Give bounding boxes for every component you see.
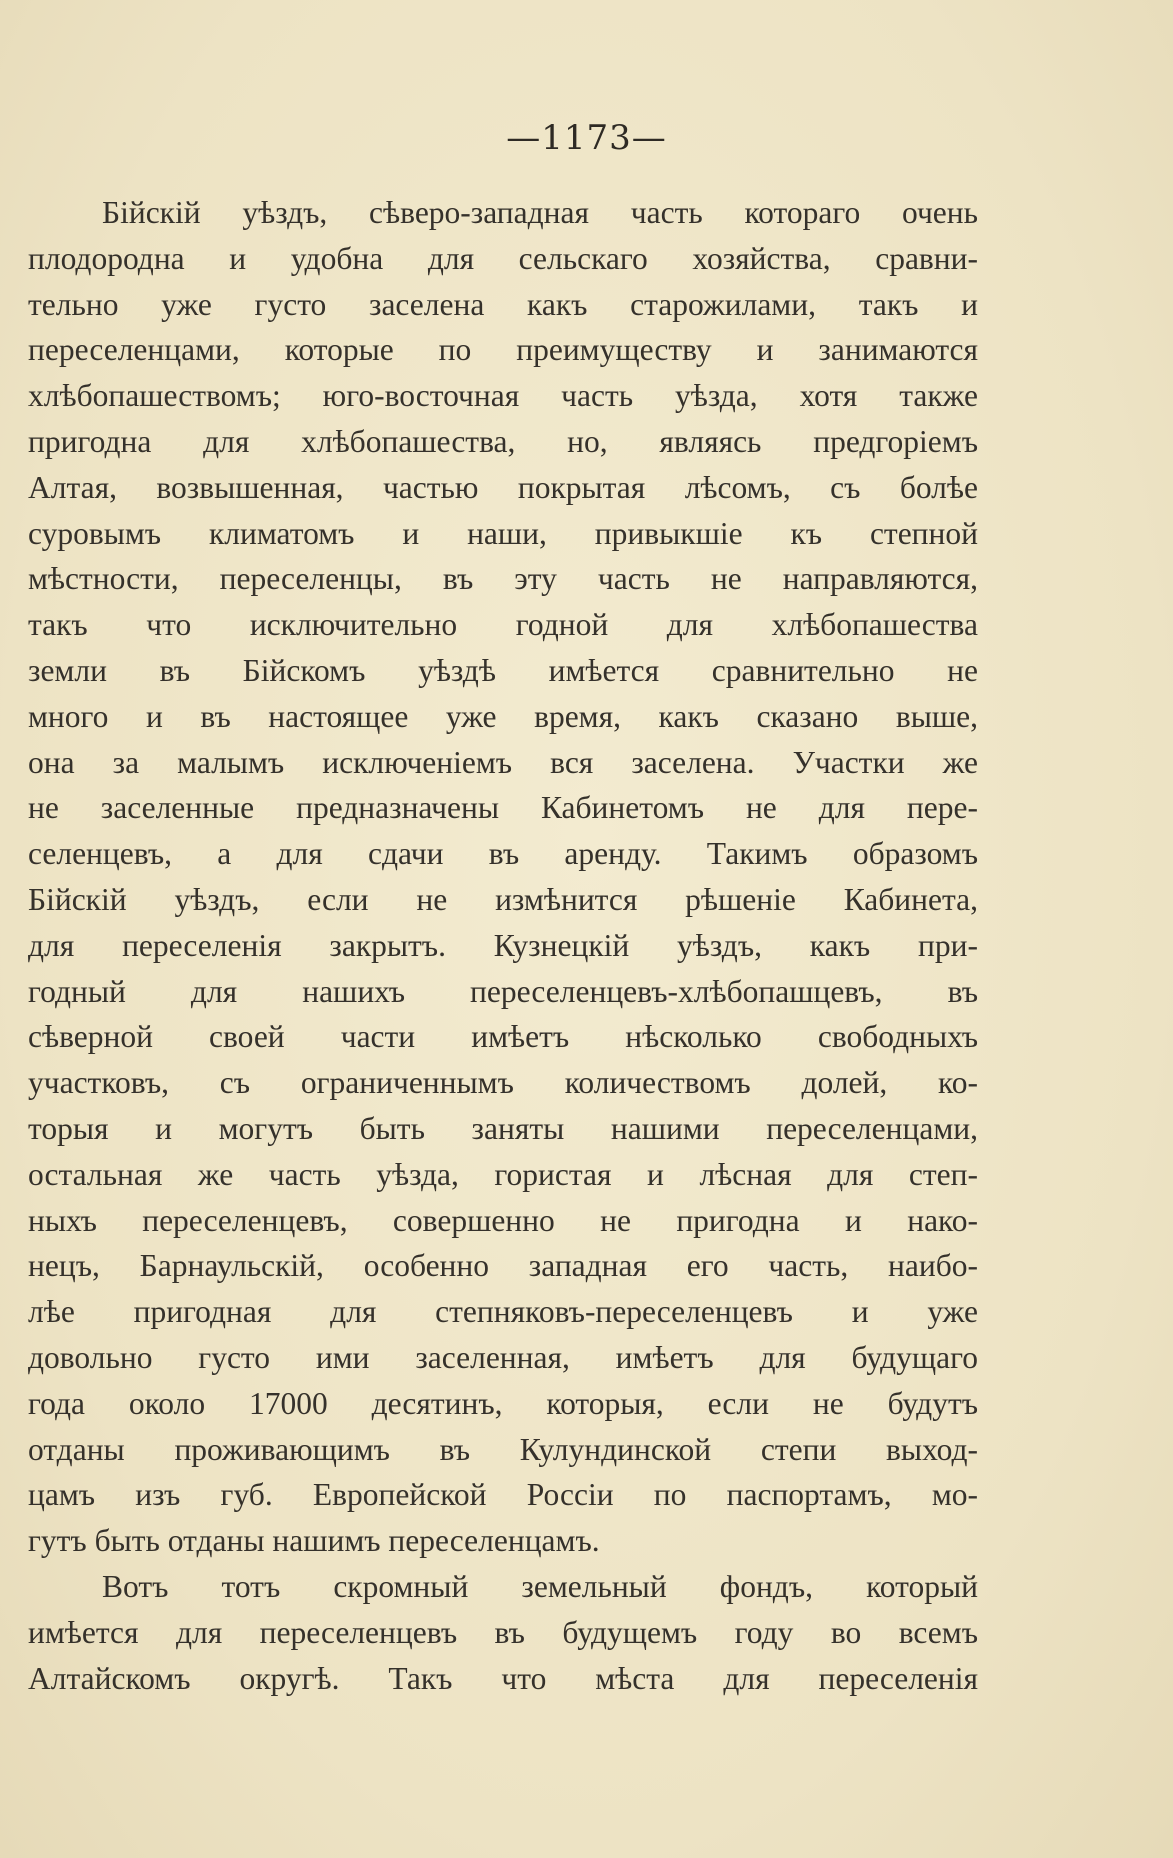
text-line: суровымъ климатомъ и наши, привыкшіе къ степной (28, 515, 978, 551)
text-line: довольно густо ими заселенная, имѣетъ для будущаго (28, 1339, 978, 1375)
text-line: участковъ, съ ограниченнымъ количествомъ долей, ко- (28, 1065, 978, 1101)
text-line: Бійскій уѣздъ, сѣверо-западная часть котораго очень (102, 195, 978, 230)
text-line: тельно уже густо заселена какъ старожилами, такъ и (28, 286, 978, 322)
text-line: торыя и могутъ быть заняты нашими переселенцами, (28, 1110, 978, 1146)
text-line: селенцевъ, а для сдачи въ аренду. Такимъ образомъ (28, 836, 978, 872)
paragraph-1 (28, 190, 978, 1564)
text-line: хлѣбопашествомъ; юго-восточная часть уѣзда, хотя также (28, 378, 978, 414)
text-line: пригодна для хлѣбопашества, но, являясь предгоріемъ (28, 423, 978, 459)
text-line: плодородна и удобна для сельскаго хозяйства, сравни- (28, 240, 978, 276)
text-line: года около 17000 десятинъ, которыя, если не будутъ (28, 1385, 978, 1421)
text-line: гутъ быть отданы нашимъ переселенцамъ. (28, 1523, 600, 1559)
text-line: сѣверной своей части имѣетъ нѣсколько свободныхъ (28, 1019, 978, 1055)
text-line: Вотъ тотъ скромный земельный фондъ, который (102, 1568, 978, 1604)
text-line: ныхъ переселенцевъ, совершенно не пригодна и нако- (28, 1202, 978, 1238)
text-line: годный для нашихъ переселенцевъ-хлѣбопашцевъ, въ (28, 973, 978, 1009)
text-line: отданы проживающимъ въ Кулундинской степи выход- (28, 1431, 978, 1467)
body-text (28, 190, 978, 1701)
paragraph-2 (28, 1564, 978, 1701)
text-line: лѣе пригодная для степняковъ-переселенцевъ и уже (28, 1294, 978, 1330)
text-line: мѣстности, переселенцы, въ эту часть не направляются, (28, 561, 978, 597)
text-line: такъ что исключительно годной для хлѣбопашества (28, 607, 978, 643)
text-line: она за малымъ исключеніемъ вся заселена. Участки же (28, 744, 978, 780)
text-line: Бійскій уѣздъ, если не измѣнится рѣшеніе Кабинета, (28, 881, 978, 917)
text-line: земли въ Бійскомъ уѣздѣ имѣется сравнительно не (28, 652, 978, 688)
text-line: остальная же часть уѣзда, гористая и лѣсная для степ- (28, 1156, 978, 1192)
text-line: цамъ изъ губ. Европейской Россіи по паспортамъ, мо- (28, 1477, 978, 1513)
text-line: много и въ настоящее уже время, какъ сказано выше, (28, 698, 978, 734)
text-line: Алтая, возвышенная, частью покрытая лѣсомъ, съ болѣе (28, 469, 978, 505)
text-line: имѣется для переселенцевъ въ будущемъ году во всемъ (28, 1614, 978, 1650)
text-line: Алтайскомъ округѣ. Такъ что мѣста для переселенія (28, 1660, 978, 1696)
page-number: —1173— (506, 118, 667, 158)
text-line: переселенцами, которые по преимуществу и занимаются (28, 332, 978, 368)
text-line: нецъ, Барнаульскій, особенно западная его часть, наибо- (28, 1248, 978, 1284)
text-line: для переселенія закрытъ. Кузнецкій уѣздъ, какъ при- (28, 927, 978, 963)
text-line: не заселенные предназначены Кабинетомъ не для пере- (28, 790, 978, 826)
